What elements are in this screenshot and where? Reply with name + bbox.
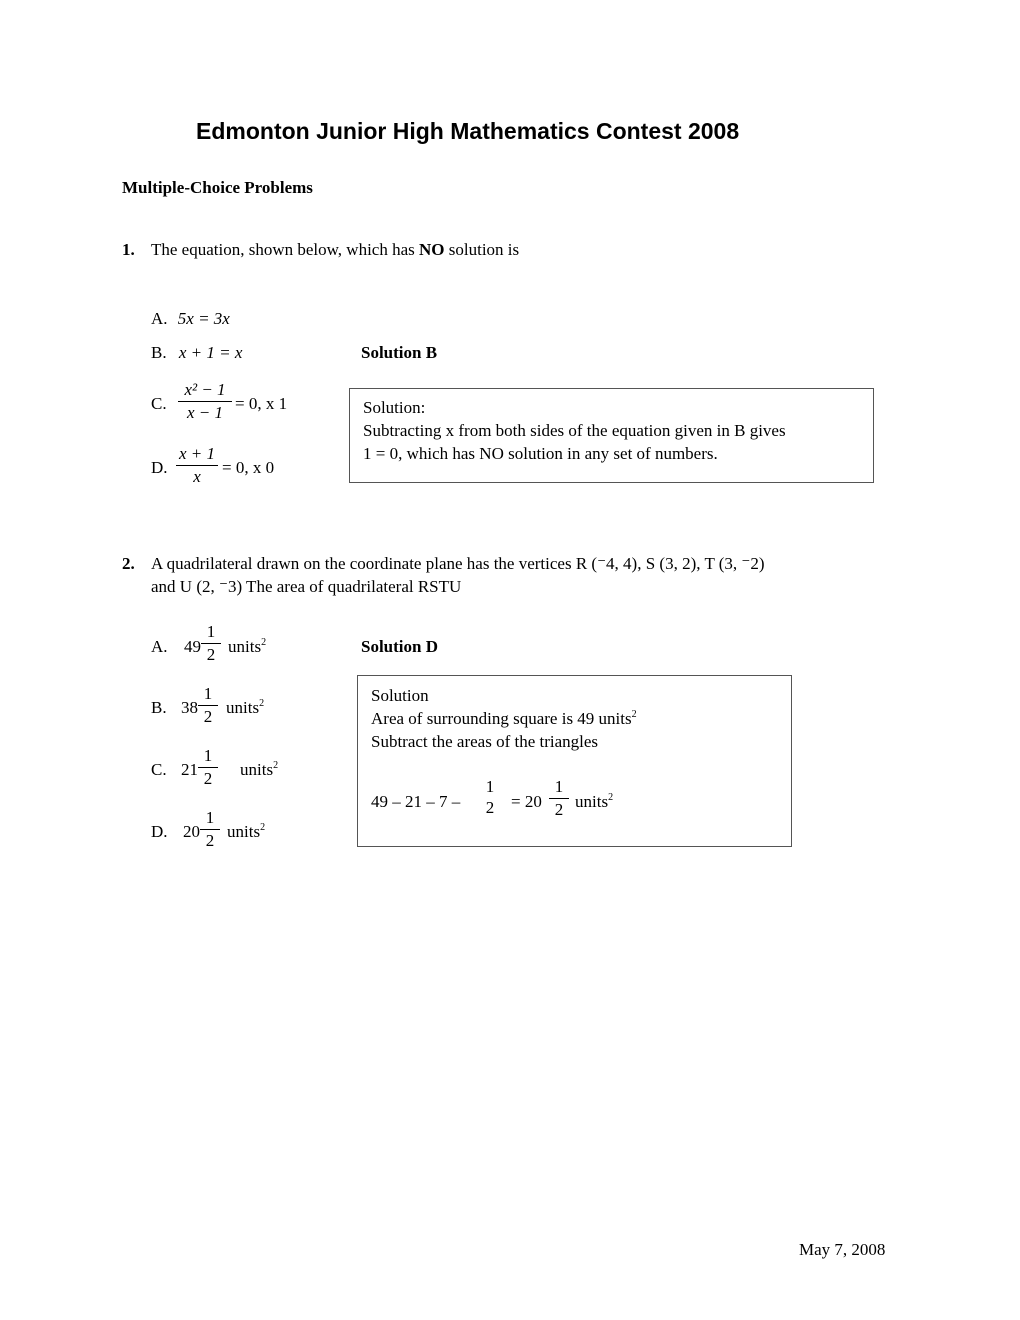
fraction-numerator: 1 [203,746,213,765]
fraction-denominator: 2 [485,798,495,817]
solution-text [371,709,637,729]
fraction-denominator: 2 [554,800,564,819]
question-text [151,240,519,260]
option-whole: 38 [181,698,198,717]
fraction-bar [178,401,232,402]
option-condition: = 0, x 0 [222,458,275,477]
answer-label: Solution B [361,343,438,362]
option-label: C. [151,760,167,779]
solution-calc-unit [575,792,613,812]
solution-heading: Solution: [363,398,426,417]
question-text-end: solution is [448,240,520,259]
option-label: B. [151,343,167,362]
fraction-denominator: 2 [205,831,215,850]
option-whole: 20 [183,822,200,841]
fraction-numerator: 1 [205,808,215,827]
option-a [151,309,230,329]
unit-text: units [227,822,261,841]
fraction-numerator: 1 [485,777,495,796]
unit-exponent: 2 [273,760,279,771]
unit-exponent: 2 [261,637,267,648]
option-expression: x + 1 = x [178,343,243,362]
fraction-numerator: 1 [203,684,213,703]
solution-text [363,444,718,464]
solution-heading: Solution [371,686,429,705]
option-unit [226,698,264,718]
fraction-bar [200,829,220,830]
option-unit [228,637,266,657]
solution-text-main: Area of surrounding square is 49 units [371,709,632,728]
solution-box [349,388,874,483]
option-fraction [201,622,221,665]
option-b [151,343,242,363]
solution-fraction [480,777,500,818]
option-fraction [176,444,218,487]
unit-exponent: 2 [631,709,637,720]
unit-text: units [240,760,274,779]
fraction-numerator: x + 1 [178,444,216,463]
option-label: B. [151,698,167,717]
fraction-numerator: x² − 1 [184,380,226,399]
fraction-bar [201,643,221,644]
solution-calc-lhs: 49 – 21 – 7 – [371,792,461,811]
solution-fraction [549,777,569,820]
option-unit [240,760,278,780]
unit-exponent: 2 [259,698,265,709]
solution-box [357,675,792,847]
solution-text-rest: , which has NO solution in any set of numbers. [398,444,718,463]
page-title: Edmonton Junior High Mathematics Contest 2008 [196,118,740,144]
unit-text: units [226,698,260,717]
section-heading: Multiple-Choice Problems [122,178,313,197]
solution-text: Subtracting x from both sides of the equation given in B gives [363,421,786,440]
fraction-bar [198,705,218,706]
option-whole: 21 [181,760,198,779]
footer-date: May 7, 2008 [799,1240,886,1259]
answer-label: Solution D [361,637,438,656]
question-number: 1. [122,240,135,259]
fraction-bar [198,767,218,768]
question-number: 2. [122,554,135,573]
question-text: and U (2, ⁻3) The area of quadrilateral RSTU [151,577,462,596]
option-label: C. [151,394,167,413]
option-fraction [198,684,218,727]
option-fraction [178,380,232,423]
option-label: D. [151,822,168,841]
option-fraction [198,746,218,789]
option-unit [227,822,265,842]
option-condition: = 0, x 1 [235,394,288,413]
solution-calc-eq: = 20 [511,792,542,811]
option-expression: 5x = 3x [177,309,230,328]
fraction-bar [176,465,218,466]
question-text-start: The equation, shown below, which has [151,240,415,259]
option-label: D. [151,458,168,477]
unit-exponent: 2 [608,792,614,803]
fraction-numerator: 1 [206,622,216,641]
unit-text: units [575,792,609,811]
fraction-numerator: 1 [554,777,564,796]
option-label: A. [151,309,168,328]
fraction-bar [549,798,569,799]
fraction-denominator: x [193,467,201,486]
option-whole: 49 [184,637,201,656]
solution-text: Subtract the areas of the triangles [371,732,599,751]
unit-exponent: 2 [260,822,266,833]
fraction-denominator: x − 1 [186,403,224,422]
solution-equation: 1 = 0 [363,444,399,463]
question-text: A quadrilateral drawn on the coordinate plane has the vertices R (⁻4, 4), S (3, 2), T (3, ⁻2) [151,554,765,573]
unit-text: units [228,637,262,656]
option-fraction [200,808,220,851]
option-label: A. [151,637,168,656]
fraction-denominator: 2 [203,769,213,788]
question-text-emphasis: NO [419,240,445,259]
fraction-denominator: 2 [203,707,213,726]
fraction-denominator: 2 [206,645,216,664]
